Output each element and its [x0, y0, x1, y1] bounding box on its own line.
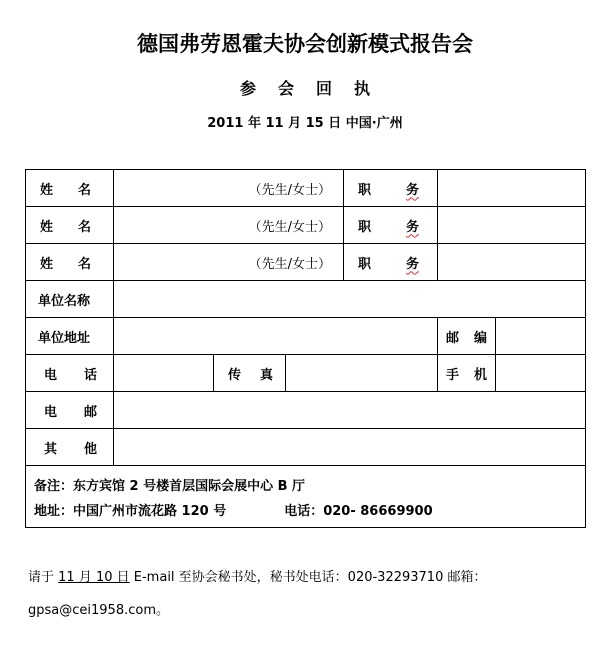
org-name-input-cell[interactable]	[114, 281, 586, 318]
mobile-label: 手 机	[438, 355, 496, 392]
email-label: 电 邮	[26, 392, 114, 429]
email-address-line	[28, 594, 588, 627]
email-row	[26, 392, 586, 429]
name-row	[26, 207, 586, 244]
position-input-cell[interactable]	[438, 244, 586, 281]
name-input-cell[interactable]	[114, 244, 344, 281]
venue-phone: 电话：020- 86669900	[284, 504, 433, 519]
deadline-date: 11 月 10 日	[58, 570, 130, 585]
email-input-cell[interactable]	[114, 392, 586, 429]
fax-input-cell[interactable]	[286, 355, 438, 392]
mobile-input-cell[interactable]	[496, 355, 586, 392]
venue-address: 地址：中国广州市流花路 120 号	[34, 504, 227, 519]
event-dateline: 2011 年 11 月 15 日 中国·广州	[207, 116, 403, 131]
instructions-line	[28, 561, 588, 594]
instructions-prefix: 请于	[28, 570, 55, 585]
salutation-hint: （先生/女士）	[248, 256, 331, 272]
org-name-label: 单位名称	[26, 281, 114, 318]
org-address-label: 单位地址	[26, 318, 114, 355]
other-label: 其 他	[26, 429, 114, 466]
name-label: 姓 名	[26, 244, 114, 281]
position-label: 职 务	[344, 170, 438, 207]
contact-row	[26, 355, 586, 392]
document-subtitle: 参会回执	[239, 79, 392, 98]
name-row	[26, 170, 586, 207]
position-input-cell[interactable]	[438, 170, 586, 207]
postcode-label: 邮 编	[438, 318, 496, 355]
submission-instructions	[28, 561, 588, 627]
secretariat-email[interactable]: gpsa@cei1958.com。	[28, 603, 169, 618]
phone-label: 电 话	[26, 355, 114, 392]
name-label: 姓 名	[26, 170, 114, 207]
position-label: 职 务	[344, 244, 438, 281]
postcode-input-cell[interactable]	[496, 318, 586, 355]
document-title: 德国弗劳恩霍夫协会创新模式报告会	[137, 31, 473, 56]
position-input-cell[interactable]	[438, 207, 586, 244]
instructions-middle: E-mail 至协会秘书处，秘书处电话：020-32293710 邮箱：	[133, 570, 487, 585]
venue-note: 备注：东方宾馆 2 号楼首层国际会展中心 B 厅	[34, 479, 306, 494]
notes-cell	[26, 466, 586, 528]
notes-row	[26, 466, 586, 528]
name-row	[26, 244, 586, 281]
name-label: 姓 名	[26, 207, 114, 244]
org-name-row	[26, 281, 586, 318]
registration-form-table	[25, 169, 586, 528]
org-address-row	[26, 318, 586, 355]
name-input-cell[interactable]	[114, 170, 344, 207]
position-label: 职 务	[344, 207, 438, 244]
other-row	[26, 429, 586, 466]
phone-input-cell[interactable]	[114, 355, 214, 392]
salutation-hint: （先生/女士）	[248, 219, 331, 235]
name-input-cell[interactable]	[114, 207, 344, 244]
fax-label: 传 真	[214, 355, 286, 392]
address-phone-note	[34, 499, 585, 524]
salutation-hint: （先生/女士）	[248, 182, 331, 198]
other-input-cell[interactable]	[114, 429, 586, 466]
org-address-input-cell[interactable]	[114, 318, 438, 355]
